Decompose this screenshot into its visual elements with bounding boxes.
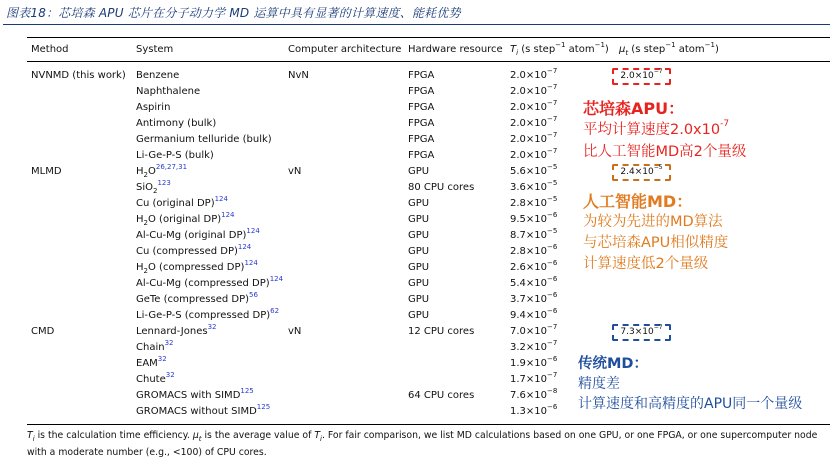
citation-ref: 124 [244,258,258,267]
system-cell: Chain$^{32}$ [136,338,174,353]
citation-ref: 123 [157,178,171,187]
annotation-ai-line2: 与芯培森APU相似精度 [583,235,729,251]
arch-mlmd: vN [288,166,302,177]
citation-ref: 124 [214,194,228,203]
citation-ref: 124 [246,226,260,235]
ti-value-cell: $2.0\times 10^{-7}$ [510,82,558,97]
system-cell: Naphthalene [136,86,201,97]
table-top-rule [27,37,830,38]
system-cell: SiO$_2^{123}$ [136,178,171,195]
header-hardware: Hardware resource [408,44,503,55]
ti-value-cell: $5.4\times 10^{-6}$ [510,274,558,289]
citation-ref: 125 [256,402,271,411]
ti-value-cell: $2.0\times 10^{-7}$ [510,66,558,81]
table-header-rule [27,61,830,62]
ti-value-cell: $2.8\times 10^{-5}$ [510,194,558,209]
method-nvnmd: NVNMD (this work) [31,70,126,81]
system-cell: $H_2O^{26,27,31}$ [136,162,188,179]
header-mu: $\mu_t$ (s step$^{-1}$ atom$^{-1}$) [619,40,719,57]
ti-value-cell: $3.7\times 10^{-6}$ [510,290,558,305]
ti-value-cell: $9.5\times 10^{-6}$ [510,210,558,225]
citation-ref: 124 [269,274,284,283]
ti-value-cell: $1.3\times 10^{-6}$ [510,402,558,417]
ti-value-cell: $1.9\times 10^{-6}$ [510,354,558,369]
method-mlmd: MLMD [31,166,62,177]
hardware-cell: GPU [408,214,430,225]
hardware-cell: GPU [408,198,430,209]
ti-value-cell: $9.4\times 10^{-6}$ [510,306,558,321]
citation-ref: 124 [221,210,235,219]
ti-value-cell: $2.6\times 10^{-6}$ [510,258,558,273]
hardware-cell: GPU [408,166,430,177]
system-cell: Cu (compressed DP)$^{124}$ [136,242,252,257]
citation-ref: 32 [207,322,217,331]
hardware-cell: FPGA [408,70,435,81]
system-cell: Chute$^{32}$ [136,370,175,385]
ti-value-cell: $7.6\times 10^{-8}$ [510,386,558,401]
hardware-cell: GPU [408,246,430,257]
system-cell: Al-Cu-Mg (original DP)$^{124}$ [136,226,260,241]
citation-ref: 32 [164,338,174,347]
hardware-cell: GPU [408,262,430,273]
ti-value-cell: $8.7\times 10^{-5}$ [510,226,558,241]
system-cell: Germanium telluride (bulk) [136,134,272,145]
ti-value-cell: $2.0\times 10^{-7}$ [510,98,558,113]
annotation-apu-line2: 比人工智能MD高2个量级 [583,144,747,160]
system-cell: GeTe (compressed DP)$^{56}$ [136,290,258,305]
ti-value-cell: $7.0\times 10^{-7}$ [510,322,558,337]
annotation-apu-title: 芯培森APU： [583,99,685,118]
system-cell: Benzene [136,70,180,81]
mu-value-nvnmd: $2.0\times 10^{-7}$ [612,68,671,85]
ti-value-cell: $2.0\times 10^{-7}$ [510,114,558,129]
system-cell: Antimony (bulk) [136,118,217,129]
system-cell: GROMACS with SIMD$^{125}$ [136,386,254,401]
header-system: System [136,44,174,55]
system-cell: Al-Cu-Mg (compressed DP)$^{124}$ [136,274,284,289]
ti-value-cell: $2.0\times 10^{-7}$ [510,130,558,145]
hardware-cell: 12 CPU cores [408,326,475,337]
hardware-cell: FPGA [408,118,435,129]
annotation-cmd-title: 传统MD： [578,356,648,372]
system-cell: GROMACS without SIMD$^{125}$ [136,402,271,417]
system-cell: Aspirin [136,102,171,113]
citation-ref: 62 [270,306,280,315]
citation-ref: 125 [240,386,254,395]
figure-title: 图表18：芯培森 APU 芯片在分子动力学 MD 运算中具有显著的计算速度、能耗优势 [6,6,461,20]
system-cell: EAM$^{32}$ [136,354,167,369]
citation-ref: 56 [249,290,258,299]
arch-cmd: vN [288,326,302,337]
hardware-cell: GPU [408,310,430,321]
ti-value-cell: $2.8\times 10^{-6}$ [510,242,558,257]
citation-ref: 32 [157,354,167,363]
citation-ref: 32 [165,370,175,379]
annotation-ai-title: 人工智能MD： [583,192,693,211]
hardware-cell: FPGA [408,86,435,97]
hardware-cell: GPU [408,294,430,305]
system-cell: $H_2O$ (original DP)$^{124}$ [136,210,235,227]
arch-nvnmd: NvN [288,70,309,81]
system-cell: Li-Ge-P-S (bulk) [136,150,214,161]
ti-value-cell: $2.0\times 10^{-7}$ [510,146,558,161]
mu-value-mlmd: $2.4\times 10^{-5}$ [612,164,671,181]
header-method: Method [31,44,69,55]
method-cmd: CMD [31,326,55,337]
ti-value-cell: $3.6\times 10^{-5}$ [510,178,558,193]
system-cell: Lennard-Jones$^{32}$ [136,322,217,337]
system-cell: $H_2O$ (compressed DP)$^{124}$ [136,258,258,275]
header-ti: $T_i$ (s step$^{-1}$ atom$^{-1}$) [510,40,609,57]
hardware-cell: GPU [408,278,430,289]
header-architecture: Computer architecture [288,44,402,55]
annotation-cmd-line2: 计算速度和高精度的APU同一个量级 [578,396,803,412]
mu-value-cmd: $7.3\times 10^{-7}$ [612,324,671,341]
table-footnote: $T_i$ is the calculation time efficiency. $\mu_t$ is the average value of $T_i$. For fair comparison, we list MD calculations based on one GPU, or one FPGA, or one supercomputer node with a moderate number (e.g., <100) of CPU cores. [27,430,818,458]
hardware-cell: FPGA [408,150,435,161]
system-cell: Cu (original DP)$^{124}$ [136,194,228,209]
hardware-cell: 64 CPU cores [408,390,475,401]
annotation-cmd-line1: 精度差 [578,376,620,392]
hardware-cell: GPU [408,230,430,241]
hardware-cell: FPGA [408,134,435,145]
hardware-cell: 80 CPU cores [408,182,475,193]
system-cell: Li-Ge-P-S (compressed DP)$^{62}$ [136,306,280,321]
annotation-ai-line1: 为较为先进的MD算法 [583,214,723,230]
citation-ref: 26,27,31 [155,162,188,171]
title-divider [3,24,830,25]
annotation-ai-line3: 计算速度低2个量级 [583,256,709,272]
citation-ref: 124 [237,242,252,251]
ti-value-cell: $3.2\times 10^{-7}$ [510,338,558,353]
ti-value-cell: $1.7\times 10^{-7}$ [510,370,558,385]
hardware-cell: FPGA [408,102,435,113]
ti-value-cell: $5.6\times 10^{-5}$ [510,162,558,177]
table-bottom-rule [27,424,830,425]
annotation-apu-line1: 平均计算速度$2.0x10^{-7}$ [583,119,730,138]
